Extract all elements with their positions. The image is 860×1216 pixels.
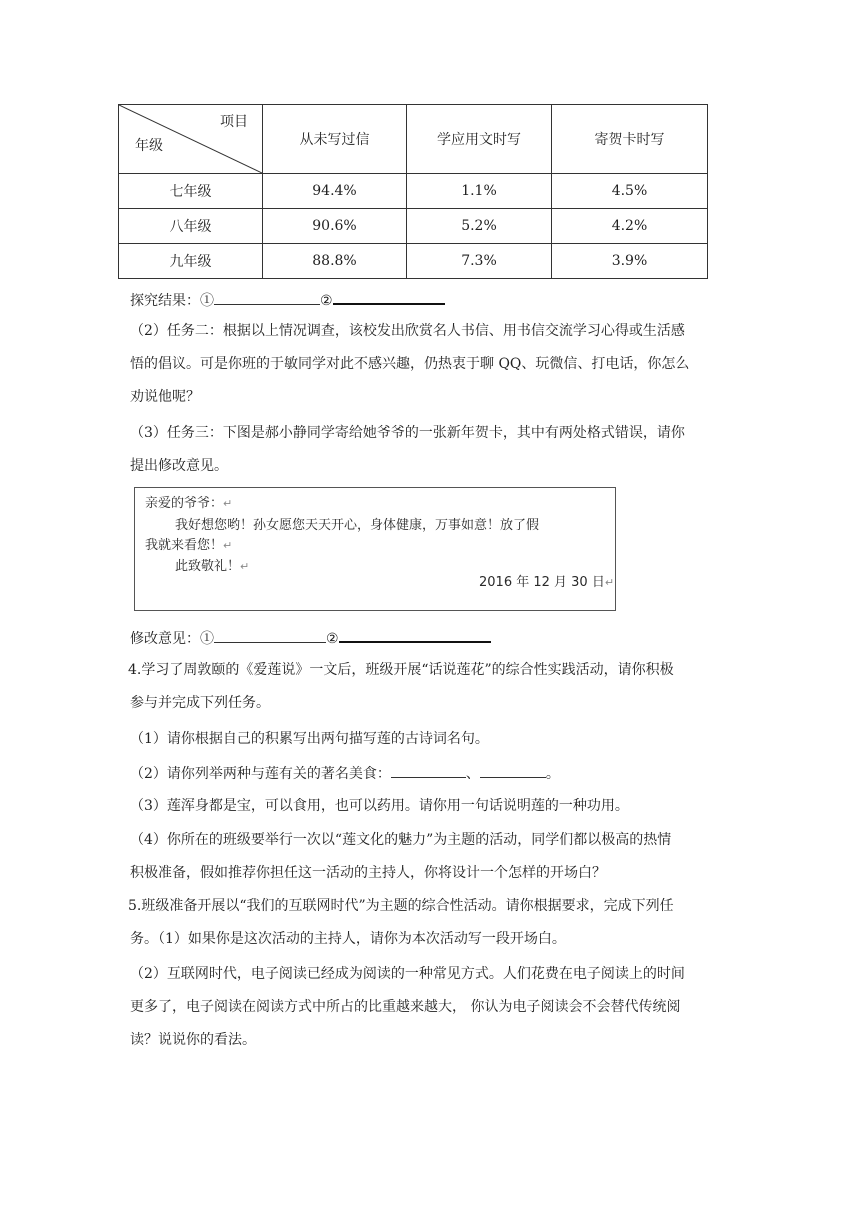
blank-marker-1: ① xyxy=(200,293,214,309)
paragraph-mark: ↵ xyxy=(223,497,233,510)
answer-blank-1[interactable] xyxy=(214,289,320,305)
q4-item4-line: 积极准备，假如推荐你担任这一活动的主持人，你将设计一个怎样的开场白？ xyxy=(130,865,606,881)
q5-intro-line: 5.班级准备开展以“我们的互联网时代”为主题的综合性活动。请你根据要求，完成下列任 xyxy=(128,898,674,914)
q4-item1: （1）请你根据自己的积累写出两句描写莲的古诗词名句。 xyxy=(130,731,489,747)
paragraph-mark: ↵ xyxy=(604,576,615,589)
column-header: 寄贺卡时写 xyxy=(552,105,708,174)
revise-label: 修改意见： xyxy=(130,631,200,647)
card-date: 2016 年 12 月 30 日 xyxy=(479,575,605,590)
q4-item2-sep: 、 xyxy=(465,766,480,782)
task3-line: （3）任务三：下图是郝小静同学寄给她爷爷的一张新年贺卡，其中有两处格式错误，请你 xyxy=(130,425,685,441)
table-cell: 88.8% xyxy=(263,244,407,279)
result-line xyxy=(130,288,730,311)
greeting-card-image xyxy=(134,487,616,611)
q4-intro-line: 参与并完成下列任务。 xyxy=(130,695,270,711)
row-grade: 七年级 xyxy=(119,174,263,209)
row-grade: 九年级 xyxy=(119,244,263,279)
table-cell: 1.1% xyxy=(407,174,552,209)
card-body-line1: 我好想您哟！孙女愿您天天开心，身体健康，万事如意！放了假 xyxy=(175,518,540,533)
table-cell: 5.2% xyxy=(407,209,552,244)
blank-marker-2: ② xyxy=(326,631,339,647)
paragraph-mark: ↵ xyxy=(223,539,233,552)
food-blank-2[interactable] xyxy=(480,762,546,778)
revise-line xyxy=(130,626,730,649)
table-cell: 7.3% xyxy=(407,244,552,279)
task2-line: （2）任务二：根据以上情况调查，该校发出欣赏名人书信、用书信交流学习心得或生活感 xyxy=(130,323,685,339)
table-corner-cell xyxy=(119,105,263,174)
q4-item3: （3）莲浑身都是宝，可以食用，也可以药用。请你用一句话说明莲的一种功用。 xyxy=(130,798,629,814)
task2-line: 劝说他呢？ xyxy=(130,389,200,405)
table-cell: 94.4% xyxy=(263,174,407,209)
q5-item2-line: 读？说说你的看法。 xyxy=(130,1032,256,1048)
q5-item2-line: （2）互联网时代，电子阅读已经成为阅读的一种常见方式。人们花费在电子阅读上的时间 xyxy=(130,966,685,982)
q4-item2 xyxy=(130,762,730,784)
card-greeting: 亲爱的爷爷： xyxy=(145,496,224,511)
q4-item2-text: （2）请你列举两种与莲有关的著名美食： xyxy=(130,766,391,782)
column-header: 从未写过信 xyxy=(263,105,407,174)
table-row xyxy=(119,174,708,209)
table-cell: 4.5% xyxy=(552,174,708,209)
survey-table xyxy=(118,104,708,279)
table-row xyxy=(119,244,708,279)
row-grade: 八年级 xyxy=(119,209,263,244)
blank-marker-1: ① xyxy=(200,631,214,647)
q4-intro-line: 4.学习了周敦颐的《爱莲说》一文后，班级开展“话说莲花”的综合性实践活动，请你积极 xyxy=(128,662,674,678)
paragraph-mark: ↵ xyxy=(240,560,250,573)
result-label: 探究结果： xyxy=(130,293,200,309)
card-body-line2: 我就来看您！ xyxy=(145,538,224,553)
table-cell: 90.6% xyxy=(263,209,407,244)
q4-item4-line: （4）你所在的班级要举行一次以“莲文化的魅力”为主题的活动，同学们都以极高的热情 xyxy=(130,832,672,848)
q4-item2-end: 。 xyxy=(545,766,560,782)
blank-marker-2: ② xyxy=(320,293,333,309)
answer-blank-2[interactable] xyxy=(339,626,491,643)
card-closing: 此致敬礼！ xyxy=(175,559,241,574)
answer-blank-2[interactable] xyxy=(333,288,445,305)
table-cell: 4.2% xyxy=(552,209,708,244)
task2-line: 悟的倡议。可是你班的于敏同学对此不感兴趣，仍热衷于聊 QQ、玩微信、打电话，你怎么 xyxy=(130,356,690,372)
corner-label-item: 项目 xyxy=(220,114,248,130)
table-cell: 3.9% xyxy=(552,244,708,279)
table-header-row xyxy=(119,105,708,174)
q5-intro-line: 务。（1）如果你是这次活动的主持人，请你为本次活动写一段开场白。 xyxy=(130,931,566,947)
answer-blank-1[interactable] xyxy=(214,627,326,643)
food-blank-1[interactable] xyxy=(391,762,466,778)
task3-line: 提出修改意见。 xyxy=(130,458,228,474)
corner-label-grade: 年级 xyxy=(135,138,163,154)
q5-item2-line: 更多了，电子阅读在阅读方式中所占的比重越来越大， 你认为电子阅读会不会替代传统阅 xyxy=(130,999,681,1015)
table-row xyxy=(119,209,708,244)
column-header: 学应用文时写 xyxy=(407,105,552,174)
